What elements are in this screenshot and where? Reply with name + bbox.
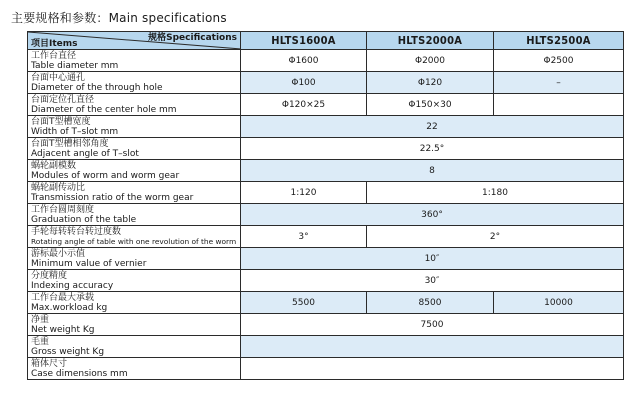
table-row [28, 72, 624, 94]
row-label-cn: 工作台圆周刻度 [31, 204, 95, 215]
item-header-label: 项目Items [31, 39, 78, 49]
row-label-en: Table diameter mm [31, 60, 119, 71]
value-cell: 3° [241, 226, 367, 248]
model-header: HLTS1600A [241, 32, 367, 50]
value-cell: 1:180 [367, 182, 624, 204]
row-label [28, 292, 241, 314]
model-header: HLTS2000A [367, 32, 494, 50]
table-row [28, 94, 624, 116]
table-row [28, 358, 624, 380]
row-label-cn: 工作台最大承载 [31, 292, 95, 303]
row-label-en: Net weight Kg [31, 324, 95, 335]
diagonal-header-cell [28, 32, 241, 50]
value-cell: 1:120 [241, 182, 367, 204]
spec-header-label: 规格Specifications [148, 33, 237, 43]
row-label [28, 314, 241, 336]
table-row [28, 116, 624, 138]
row-label [28, 138, 241, 160]
row-label-en: Diameter of the center hole mm [31, 104, 177, 115]
row-label-en: Case dimensions mm [31, 368, 128, 379]
table-row [28, 226, 624, 248]
row-label-cn: 毛重 [31, 336, 50, 347]
value-cell: Φ2500 [494, 50, 624, 72]
row-label-cn: 台面定位孔直径 [31, 94, 95, 105]
value-cell: Φ100 [241, 72, 367, 94]
row-label [28, 204, 241, 226]
row-label-en: Modules of worm and worm gear [31, 170, 180, 181]
row-label-en: Diameter of the through hole [31, 82, 163, 93]
value-cell: 7500 [241, 314, 624, 336]
value-cell: Φ150×30 [367, 94, 494, 116]
value-cell [241, 358, 624, 380]
row-label [28, 182, 241, 204]
table-row [28, 138, 624, 160]
value-cell: 8 [241, 160, 624, 182]
value-cell: Φ120×25 [241, 94, 367, 116]
value-cell: 360° [241, 204, 624, 226]
table-row [28, 182, 624, 204]
page-title: 主要规格和参数：Main specifications [11, 11, 227, 25]
row-label-en: Max.workload kg [31, 302, 108, 313]
table-row [28, 204, 624, 226]
table-row [28, 50, 624, 72]
table-row [28, 336, 624, 358]
row-label-cn: 蜗轮副模数 [31, 160, 77, 171]
value-cell: – [494, 72, 624, 94]
value-cell: 10″ [241, 248, 624, 270]
value-cell: 5500 [241, 292, 367, 314]
row-label [28, 226, 241, 248]
row-label-en: Rotating angle of table with one revolution of the worm [31, 236, 237, 246]
table-row [28, 292, 624, 314]
value-cell [494, 94, 624, 116]
row-label [28, 270, 241, 292]
model-header: HLTS2500A [494, 32, 624, 50]
value-cell: 10000 [494, 292, 624, 314]
value-cell [241, 336, 624, 358]
row-label-en: Minimum value of vernier [31, 258, 147, 269]
row-label-en: Indexing accuracy [31, 280, 114, 291]
row-label-cn: 台面中心通孔 [31, 72, 86, 83]
value-cell: 2° [367, 226, 624, 248]
row-label [28, 72, 241, 94]
row-label-cn: 净重 [31, 314, 50, 325]
row-label-cn: 工作台直径 [31, 50, 77, 61]
table-header-row [28, 32, 624, 50]
value-cell: 30″ [241, 270, 624, 292]
row-label [28, 248, 241, 270]
row-label-cn: 蜗轮副传动比 [31, 182, 86, 193]
value-cell: Φ1600 [241, 50, 367, 72]
table-row [28, 314, 624, 336]
value-cell: Φ2000 [367, 50, 494, 72]
row-label-en: Adjacent angle of T–slot [31, 148, 139, 159]
value-cell: Φ120 [367, 72, 494, 94]
row-label-cn: 台面T型槽宽度 [31, 116, 91, 127]
row-label-en: Transmission ratio of the worm gear [31, 192, 194, 203]
table-row [28, 248, 624, 270]
row-label [28, 358, 241, 380]
spec-table [27, 31, 624, 380]
row-label-cn: 分度精度 [31, 270, 68, 281]
row-label [28, 336, 241, 358]
row-label-cn: 游标最小示值 [31, 248, 86, 259]
row-label [28, 160, 241, 182]
value-cell: 22 [241, 116, 624, 138]
row-label [28, 116, 241, 138]
row-label-cn: 台面T型槽相邻角度 [31, 138, 109, 149]
table-row [28, 270, 624, 292]
row-label-cn: 箱体尺寸 [31, 358, 68, 369]
row-label [28, 50, 241, 72]
value-cell: 22.5° [241, 138, 624, 160]
row-label-en: Width of T–slot mm [31, 126, 119, 137]
table-row [28, 160, 624, 182]
row-label-en: Gross weight Kg [31, 346, 105, 357]
row-label-en: Graduation of the table [31, 214, 137, 225]
value-cell: 8500 [367, 292, 494, 314]
row-label-cn: 手轮每转转台转过度数 [31, 226, 122, 237]
row-label [28, 94, 241, 116]
